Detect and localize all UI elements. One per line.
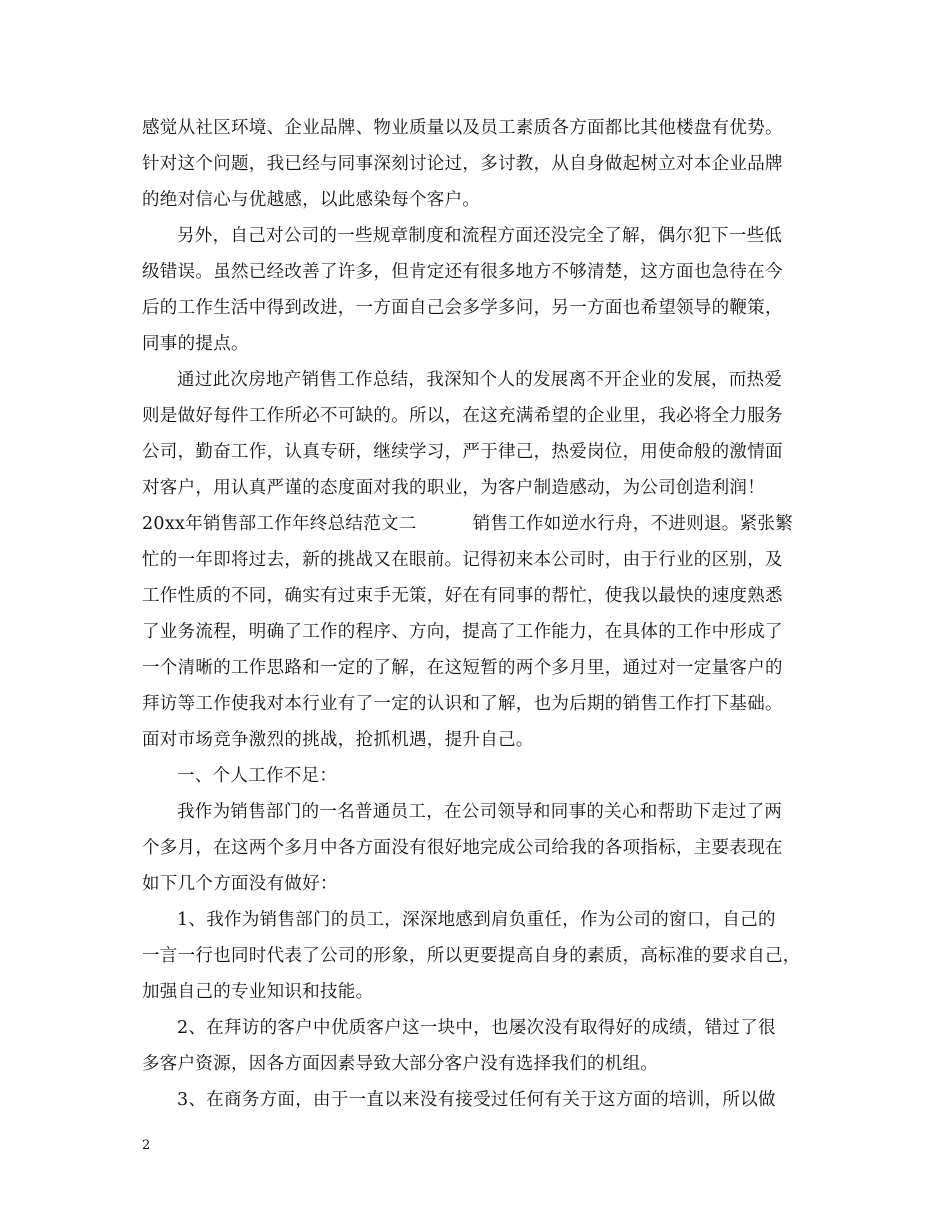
text-line: 同事的提点。	[142, 334, 249, 354]
text-line: 一个清晰的工作思路和一定的了解，在这短暂的两个多月里，通过对一定量客户的	[142, 658, 783, 678]
section-title: 20xx年销售部工作年终总结范文二	[142, 514, 417, 534]
text-line: 一、个人工作不足：	[177, 766, 338, 786]
text-line: 拜访等工作使我对本行业有了一定的认识和了解，也为后期的销售工作打下基础。	[142, 694, 783, 714]
text-line: 2、在拜访的客户中优质客户这一块中，也屡次没有取得好的成绩，错过了很	[177, 1018, 776, 1038]
heading-line	[142, 506, 810, 542]
text-line: 后的工作生活中得到改进，一方面自己会多学多问，另一方面也希望领导的鞭策，	[142, 298, 783, 318]
paragraph-block-after	[142, 542, 810, 1118]
text-line: 忙的一年即将过去，新的挑战又在眼前。记得初来本公司时，由于行业的区别，及	[142, 550, 783, 570]
text-line: 我作为销售部门的一名普通员工，在公司领导和同事的关心和帮助下走过了两	[177, 802, 783, 822]
text-line: 多客户资源，因各方面因素导致大部分客户没有选择我们的机组。	[142, 1054, 659, 1074]
text-line: 则是做好每件工作所必不可缺的。所以，在这充满希望的企业里，我必将全力服务	[142, 406, 783, 426]
text-line: 通过此次房地产销售工作总结，我深知个人的发展离不开企业的发展，而热爱	[177, 370, 783, 390]
text-line: 针对这个问题，我已经与同事深刻讨论过，多讨教，从自身做起树立对本企业品牌	[142, 154, 783, 174]
text-line: 个多月，在这两个多月中各方面没有很好地完成公司给我的各项指标，主要表现在	[142, 838, 783, 858]
page-number: 2	[142, 1138, 151, 1153]
text-line: 公司，勤奋工作，认真专研，继续学习，严于律己，热爱岗位，用使命般的激情面	[142, 442, 783, 462]
text-line: 工作性质的不同，确实有过束手无策，好在有同事的帮忙，使我以最快的速度熟悉	[142, 586, 783, 606]
text-line: 1、我作为销售部门的员工，深深地感到肩负重任，作为公司的窗口，自己的	[177, 910, 776, 930]
text-line: 面对市场竞争激烈的挑战，抢抓机遇，提升自己。	[142, 730, 534, 750]
section-intro-text: 销售工作如逆水行舟，不进则退。紧张繁	[472, 514, 794, 534]
text-line: 的绝对信心与优越感，以此感染每个客户。	[142, 190, 481, 210]
text-line: 级错误。虽然已经改善了许多，但肯定还有很多地方不够清楚，这方面也急待在今	[142, 262, 783, 282]
document-body	[142, 110, 810, 1118]
text-line: 如下几个方面没有做好：	[142, 874, 338, 894]
text-line: 了业务流程，明确了工作的程序、方向，提高了工作能力，在具体的工作中形成了	[142, 622, 783, 642]
text-line: 感觉从社区环境、企业品牌、物业质量以及员工素质各方面都比其他楼盘有优势。	[142, 118, 783, 138]
text-line: 一言一行也同时代表了公司的形象，所以更要提高自身的素质，高标准的要求自己，	[142, 946, 801, 966]
paragraph-block-before	[142, 110, 810, 506]
text-line: 另外，自己对公司的一些规章制度和流程方面还没完全了解，偶尔犯下一些低	[177, 226, 783, 246]
text-line: 3、在商务方面，由于一直以来没有接受过任何有关于这方面的培训，所以做	[177, 1090, 776, 1110]
text-line: 加强自己的专业知识和技能。	[142, 982, 374, 1002]
text-line: 对客户，用认真严谨的态度面对我的职业，为客户制造感动，为公司创造利润！	[142, 478, 765, 498]
